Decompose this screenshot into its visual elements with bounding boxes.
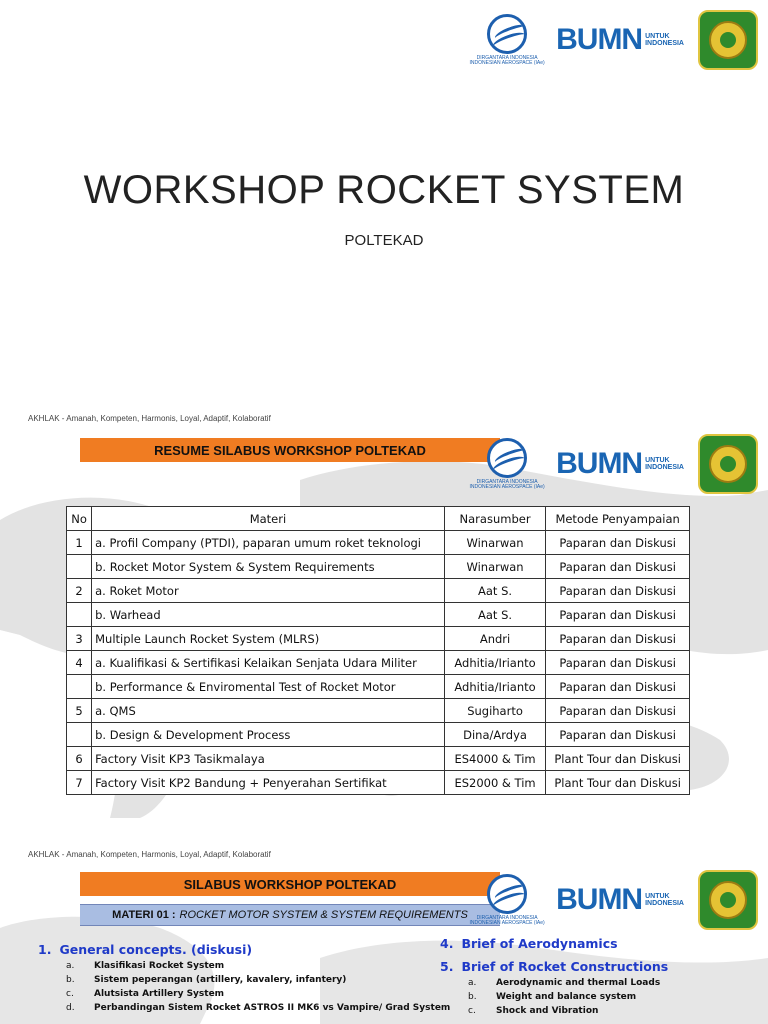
right-topic-list [440, 936, 668, 1016]
list-item [440, 959, 668, 974]
table-row [67, 771, 690, 795]
cell-no [67, 555, 92, 579]
table-row [67, 675, 690, 699]
sub-letter: b. [468, 992, 477, 1002]
sub-letter: b. [66, 975, 75, 985]
list-item [38, 942, 450, 957]
table-row [67, 723, 690, 747]
cell-no [67, 603, 92, 627]
cell-materi: a. Kualifikasi & Sertifikasi Kelaikan Senjata Udara Militer [92, 651, 445, 675]
item-title: General concepts. (diskusi) [59, 942, 253, 957]
sub-text: Weight and balance system [496, 992, 637, 1002]
ptdi-emblem-icon [487, 874, 527, 914]
cell-metode: Paparan dan Diskusi [546, 579, 690, 603]
ptdi-logo [469, 438, 545, 491]
col-header-no: No [67, 507, 92, 531]
cell-materi: Factory Visit KP3 Tasikmalaya [92, 747, 445, 771]
poltekad-crest-icon [698, 434, 758, 494]
materi-title: ROCKET MOTOR SYSTEM & SYSTEM REQUIREMENTS [179, 909, 468, 921]
col-header-narasumber: Narasumber [444, 507, 545, 531]
table-row [67, 603, 690, 627]
col-header-metode: Metode Penyampaian [546, 507, 690, 531]
cell-materi: b. Design & Development Process [92, 723, 445, 747]
table-row [67, 699, 690, 723]
list-item [468, 978, 668, 988]
bumn-logo [556, 23, 684, 57]
bumn-tagline [645, 457, 684, 472]
bumn-tagline-2: INDONESIA [645, 464, 684, 471]
bumn-wordmark-b: MN [597, 447, 643, 480]
cell-metode: Paparan dan Diskusi [546, 555, 690, 579]
materi-prefix: MATERI 01 : [112, 909, 176, 921]
bumn-wordmark-a: BU [556, 883, 598, 916]
cell-no: 5 [67, 699, 92, 723]
cell-narasumber: ES2000 & Tim [444, 771, 545, 795]
cell-metode: Paparan dan Diskusi [546, 723, 690, 747]
bumn-wordmark [556, 447, 642, 481]
ptdi-caption [470, 480, 545, 491]
bumn-wordmark-a: BU [556, 23, 598, 56]
bumn-tagline-1: UNTUK [645, 32, 670, 40]
sub-letter: c. [468, 1006, 476, 1016]
cell-narasumber: Dina/Ardya [444, 723, 545, 747]
logo-group [469, 10, 758, 70]
sub-letter: d. [66, 1003, 75, 1013]
cell-materi: b. Performance & Enviromental Test of Rocket Motor [92, 675, 445, 699]
cell-no: 1 [67, 531, 92, 555]
cell-materi: b. Rocket Motor System & System Requirements [92, 555, 445, 579]
cell-materi: a. QMS [92, 699, 445, 723]
bumn-tagline-2: INDONESIA [645, 900, 684, 907]
title-slide [0, 0, 768, 400]
cell-metode: Paparan dan Diskusi [546, 675, 690, 699]
poltekad-crest-icon [698, 870, 758, 930]
cell-narasumber: Aat S. [444, 603, 545, 627]
list-item [66, 975, 450, 985]
cell-no: 3 [67, 627, 92, 651]
item-title: Brief of Rocket Constructions [461, 959, 669, 974]
item-number: 5. [440, 959, 454, 974]
cell-metode: Plant Tour dan Diskusi [546, 771, 690, 795]
ptdi-logo [469, 874, 545, 927]
cell-materi: Factory Visit KP2 Bandung + Penyerahan Sertifikat [92, 771, 445, 795]
bumn-wordmark-b: MN [597, 883, 643, 916]
cell-metode: Paparan dan Diskusi [546, 627, 690, 651]
cell-no [67, 723, 92, 747]
table-row [67, 579, 690, 603]
akhlak-footer-text: AKHLAK - Amanah, Kompeten, Harmonis, Loyal, Adaptif, Kolaboratif [28, 414, 271, 423]
item-title: Brief of Aerodynamics [461, 936, 618, 951]
cell-narasumber: Adhitia/Irianto [444, 651, 545, 675]
cell-materi: Multiple Launch Rocket System (MLRS) [92, 627, 445, 651]
cell-narasumber: Winarwan [444, 531, 545, 555]
cell-narasumber: Adhitia/Irianto [444, 675, 545, 699]
resume-slide [0, 400, 768, 818]
table-row [67, 555, 690, 579]
list-item [468, 992, 668, 1002]
cell-no: 7 [67, 771, 92, 795]
ptdi-caption [470, 56, 545, 67]
bumn-tagline-1: UNTUK [645, 892, 670, 900]
materi-01-banner [80, 904, 500, 926]
cell-no: 4 [67, 651, 92, 675]
cell-metode: Paparan dan Diskusi [546, 603, 690, 627]
sub-text: Alutsista Artillery System [94, 989, 225, 999]
cell-metode: Paparan dan Diskusi [546, 699, 690, 723]
resume-banner: RESUME SILABUS WORKSHOP POLTEKAD [80, 438, 500, 462]
cell-materi: a. Profil Company (PTDI), paparan umum roket teknologi [92, 531, 445, 555]
table-row [67, 627, 690, 651]
ptdi-caption-line2: INDONESIAN AEROSPACE (IAe) [469, 60, 545, 66]
cell-materi: a. Roket Motor [92, 579, 445, 603]
sub-letter: a. [468, 978, 477, 988]
ptdi-caption-line1: DIRGANTARA INDONESIA [476, 914, 538, 921]
table-row [67, 531, 690, 555]
sub-text: Perbandingan Sistem Rocket ASTROS II MK6 vs Vampire/ Grad System [94, 1003, 451, 1013]
silabus-banner: SILABUS WORKSHOP POLTEKAD [80, 872, 500, 896]
list-item [66, 989, 450, 999]
sub-text: Aerodynamic and thermal Loads [496, 978, 661, 988]
sub-text: Sistem peperangan (artillery, kavalery, infantery) [94, 975, 347, 985]
cell-metode: Paparan dan Diskusi [546, 531, 690, 555]
bumn-wordmark-a: BU [556, 447, 598, 480]
cell-narasumber: Winarwan [444, 555, 545, 579]
logo-group [469, 434, 758, 494]
bumn-wordmark [556, 23, 642, 57]
table-row [67, 651, 690, 675]
list-item [468, 1006, 668, 1016]
cell-narasumber: Aat S. [444, 579, 545, 603]
ptdi-caption-line2: INDONESIAN AEROSPACE (IAe) [469, 484, 545, 490]
ptdi-caption [470, 916, 545, 927]
ptdi-logo [469, 14, 545, 67]
ptdi-emblem-icon [487, 14, 527, 54]
list-item [66, 1003, 450, 1013]
syllabus-table [66, 506, 690, 795]
poltekad-crest-icon [698, 10, 758, 70]
ptdi-caption-line2: INDONESIAN AEROSPACE (IAe) [469, 920, 545, 926]
cell-materi: b. Warhead [92, 603, 445, 627]
bumn-tagline-2: INDONESIA [645, 40, 684, 47]
sub-letter: a. [66, 961, 75, 971]
sub-letter: c. [66, 989, 74, 999]
bumn-tagline [645, 33, 684, 48]
cell-metode: Plant Tour dan Diskusi [546, 747, 690, 771]
cell-narasumber: Andri [444, 627, 545, 651]
ptdi-emblem-icon [487, 438, 527, 478]
left-topic-list [38, 942, 450, 1013]
page-title: WORKSHOP ROCKET SYSTEM [83, 168, 685, 212]
bumn-tagline [645, 893, 684, 908]
page-subtitle: POLTEKAD [344, 232, 424, 249]
item-number: 4. [440, 936, 454, 951]
bumn-wordmark [556, 883, 642, 917]
bumn-wordmark-b: MN [597, 23, 643, 56]
bumn-logo [556, 447, 684, 481]
list-item [440, 936, 668, 951]
cell-no: 6 [67, 747, 92, 771]
akhlak-footer-text: AKHLAK - Amanah, Kompeten, Harmonis, Loyal, Adaptif, Kolaboratif [28, 850, 271, 859]
item-number: 1. [38, 942, 52, 957]
silabus-slide [0, 818, 768, 1024]
cell-no [67, 675, 92, 699]
logo-group [469, 870, 758, 930]
bumn-tagline-1: UNTUK [645, 456, 670, 464]
bumn-logo [556, 883, 684, 917]
table-header-row [67, 507, 690, 531]
cell-metode: Paparan dan Diskusi [546, 651, 690, 675]
sub-text: Shock and Vibration [496, 1006, 599, 1016]
cell-narasumber: ES4000 & Tim [444, 747, 545, 771]
sub-text: Klasifikasi Rocket System [94, 961, 225, 971]
cell-narasumber: Sugiharto [444, 699, 545, 723]
table-row [67, 747, 690, 771]
col-header-materi: Materi [92, 507, 445, 531]
list-item [66, 961, 450, 971]
ptdi-caption-line1: DIRGANTARA INDONESIA [476, 54, 538, 61]
cell-no: 2 [67, 579, 92, 603]
ptdi-caption-line1: DIRGANTARA INDONESIA [476, 478, 538, 485]
